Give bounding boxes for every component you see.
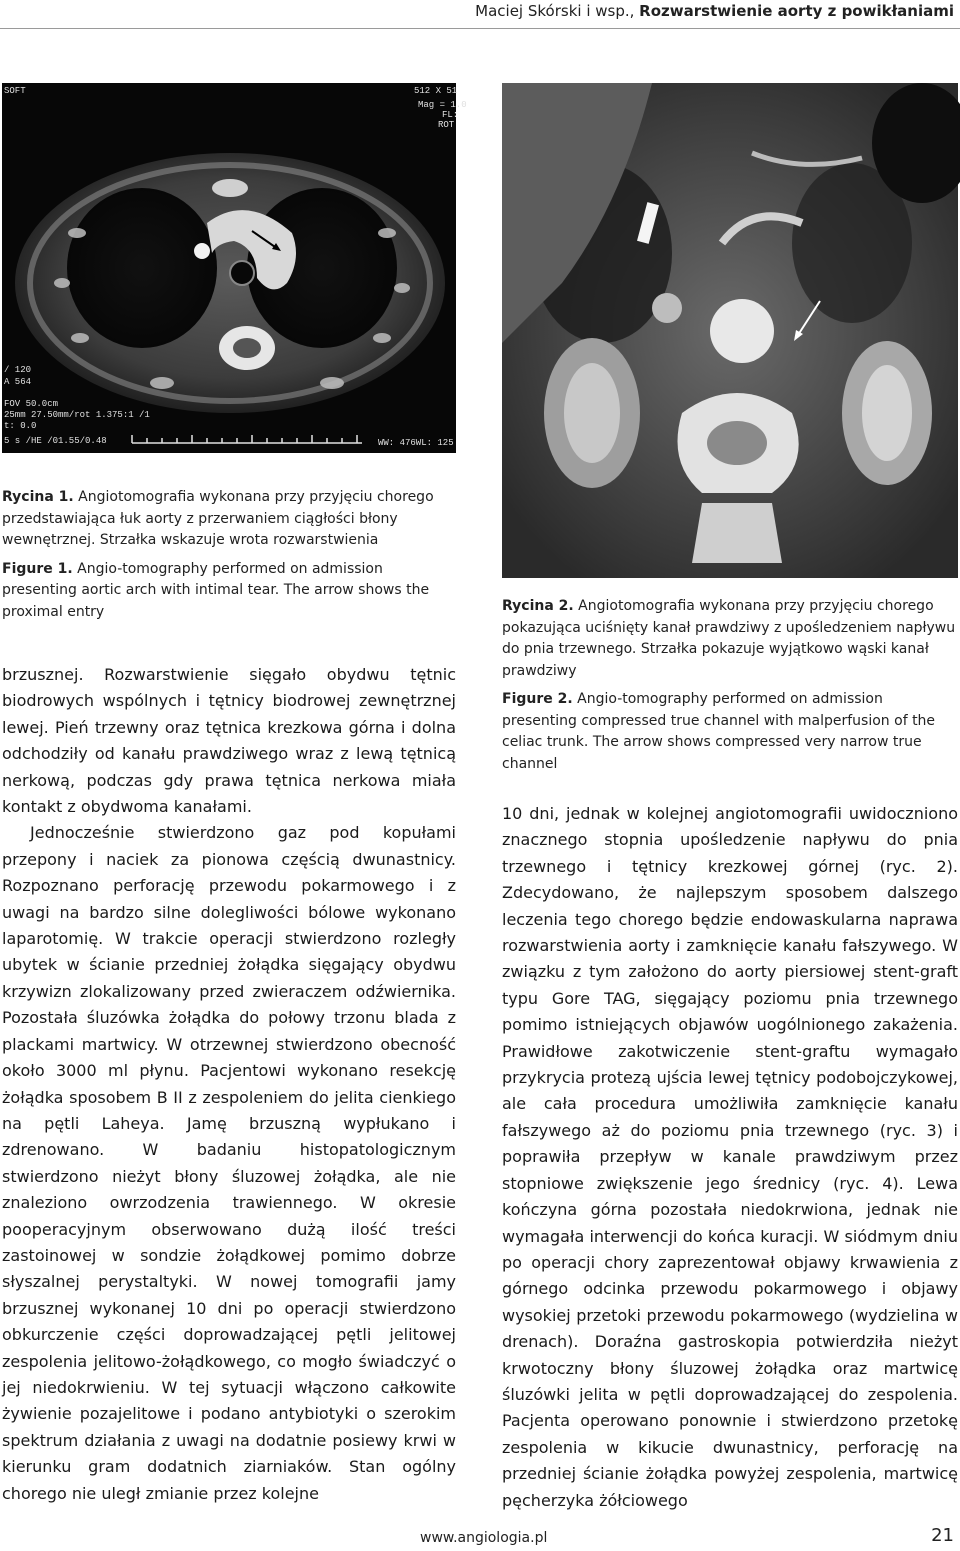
ct1-overlay-top-right-1: 512 X 51 xyxy=(414,86,458,96)
ct1-overlay-top-right-3: FL: xyxy=(442,110,459,120)
ct2-aorta xyxy=(710,299,774,363)
header-authors: Maciej Skórski i wsp., xyxy=(475,2,640,20)
ct1-overlay-top-left: SOFT xyxy=(4,86,26,96)
figure-1-caption-pl-text: Angiotomografia wykonana przy przyjęciu chorego przedstawiająca łuk aorty z przerwaniem ciągłości błony wewnętrznej. Strzałka wskazuje wrota rozwarstwienia xyxy=(2,489,434,548)
ct1-overlay-bottom-right: WW: 476WL: 125 xyxy=(378,438,454,448)
figure-1-caption-en-label: Figure 1. xyxy=(2,560,73,577)
body-left-paragraph-2: Jednocześnie stwierdzono gaz pod kopułami przepony i naciek za pionowa częścią dwunastnicy. Rozpoznano perforację przewodu pokarmowego i z uwagi na bardzo silne dolegliwości bólowe wykonano laparotomię. W trakcie operacji stwierdzono rozległy ubytek w ścianie przedniej żołądka sięgający obydwu krzywizn zlokalizowany przed zwieraczem odźwiernika. Pozostała śluzówka żołądka do połowy trzonu blada z plackami martwicy. W otrzewnej stwierdzono obecność około 3000 ml płynu. Pacjentowi wykonano resekcję żołądka sposobem B II z zespoleniem do jelita cienkiego na pętli Laheya. Jamę brzuszną wypłukano i zdrenowano. W badaniu histopatologicznym stwierdzono nieżyt błony śluzowej żołądka, ale nie znaleziono owrzodzenia trawiennego. W okresie pooperacyjnym obserwowano dużą ilość treści zastoinowej w sondzie żołądkowej pomimo dobrze słyszalnej perystaltyki. W nowej tomografii jamy brzusznej wykonanej 10 dni po operacji stwierdzono obkurczenie części doprowadzającej pętli jelitowej zespolenia jelitowo-żołądkowego, co mogło świadczyć o jej niedokrwieniu. W tej sytuacji włączono całkowite żywienie pozajelitowe i podano antybiotyki o szerokim spektrum działania z uwagi na dodatnie posiewy krwi w kierunku gram dodatnich ziarniaków. Stan ogólny chorego nie uległ zmianie przez kolejne xyxy=(2,823,456,1503)
body-column-left xyxy=(2,662,456,1507)
figure-2-caption-pl-text: Angiotomografia wykonana przy przyjęciu chorego pokazująca uciśnięty kanał prawdziwy z upośledzeniem napływu do pnia trzewnego. Strzałka pokazuje wyjątkowo wąski kanał prawdziwy xyxy=(502,598,956,679)
ct1-overlay-bottom-left-2: A 564 xyxy=(4,377,32,387)
body-left-paragraph-1: brzusznej. Rozwarstwienie sięgało obydwu tętnic biodrowych wspólnych i tętnicy biodrowej zewnętrznej lewej. Pień trzewny oraz tętnica krezkowa górna i dolna odchodziły od kanału prawdziwego wraz z lewą tętnicą nerkową, podczas gdy prawa tętnica nerkowa miała kontakt z obydwoma kanałami. xyxy=(2,665,456,817)
body-right-paragraph-1: 10 dni, jednak w kolejnej angiotomografii uwidoczniono znacznego stopnia upośledzenie napływu do pnia trzewnego i tętnicy krezkowej górnej (ryc. 2). Zdecydowano, że najlepszym sposobem dalszego leczenia tego chorego będzie endowaskularna naprawa rozwarstwienia aorty i zamknięcie kanału fałszywego. W związku z tym założono do aorty piersiowej stent-graft typu Gore TAG, sięgający poziomu pnia trzewnego pomimo istniejących objawów uogólnionego zakażenia. Prawidłowe zakotwiczenie stent-graftu wymagało przykrycia protezą ujścia lewej tętnicy podobojczykowej, ale cała procedura umożliwiła zamknięcie kanału fałszywego aż do poziomu pnia trzewnego (ryc. 3) i poprawiła przepływ w kanale prawdziwym przez stopniowe zwiększenie jego średnicy (ryc. 4). Lewa kończyna górna pozostała niedokrwiona, jednak nie wymagała interwencji do końca kuracji. W siódmym dniu po operacji chory zaprezentował objawy krwawienia z górnego odcinka przewodu pokarmowego i objawy wysokiej przetoki przewodu pokarmowego (wydzielina w drenach). Doraźna gastroskopia potwierdziła nieżyt krwotoczny błony śluzowej żołądka oraz martwicę śluzówki jelita w pętli doprowadzającej do zespolenia. Pacjenta operowano ponownie i stwierdzono przetokę zespolenia w kikucie dwunastnicy, perforację na przedniej ścianie żołądka powyżej zespolenia, martwicę pęcherzyka żółciowego xyxy=(502,804,958,1510)
ct1-right-lung xyxy=(67,188,217,348)
footer-url[interactable]: www.angiologia.pl xyxy=(420,1530,548,1546)
header-text xyxy=(475,2,954,20)
ct1-overlay-bottom-left-4: 25mm 27.50mm/rot 1.375:1 /1 xyxy=(4,410,150,420)
ct1-overlay-bottom-left-6: 5 s /HE /01.55/0.48 xyxy=(4,436,107,446)
ct1-overlay-bottom-left-5: t: 0.0 xyxy=(4,421,37,431)
figure-1-caption xyxy=(2,487,457,623)
figure-2-caption-en xyxy=(502,689,958,775)
figure-1-caption-en-text: Angio-tomography performed on admission presenting aortic arch with intimal tear. The arrow shows the proximal entry xyxy=(2,560,430,620)
page-number: 21 xyxy=(931,1525,954,1546)
ct1-overlay-top-right-4: ROT xyxy=(438,120,455,130)
running-header xyxy=(0,0,960,29)
body-column-right xyxy=(502,801,958,1514)
header-title: Rozwarstwienie aorty z powikłaniami xyxy=(639,2,954,20)
figure-2-caption xyxy=(502,596,958,775)
figure-2-ct-image xyxy=(502,83,958,578)
ct1-overlay-bottom-left-3: FOV 50.0cm xyxy=(4,399,59,409)
figure-1-ct-image xyxy=(2,83,467,453)
ct1-overlay-bottom-left-1: / 120 xyxy=(4,365,32,375)
figure-2-caption-en-label: Figure 2. xyxy=(502,691,573,707)
figure-1-caption-en xyxy=(2,559,457,624)
figure-2-caption-pl-label: Rycina 2. xyxy=(502,598,574,614)
figure-2-caption-en-text: Angio-tomography performed on admission presenting compressed true channel with malperfusion of the celiac trunk. The arrow shows compressed very narrow true channel xyxy=(502,691,936,772)
figure-1-caption-pl xyxy=(2,487,457,552)
ct1-overlay-top-right-2: Mag = 1.0 xyxy=(418,100,467,110)
figure-2-caption-pl xyxy=(502,596,958,682)
figure-1-caption-pl-label: Rycina 1. xyxy=(2,489,74,505)
